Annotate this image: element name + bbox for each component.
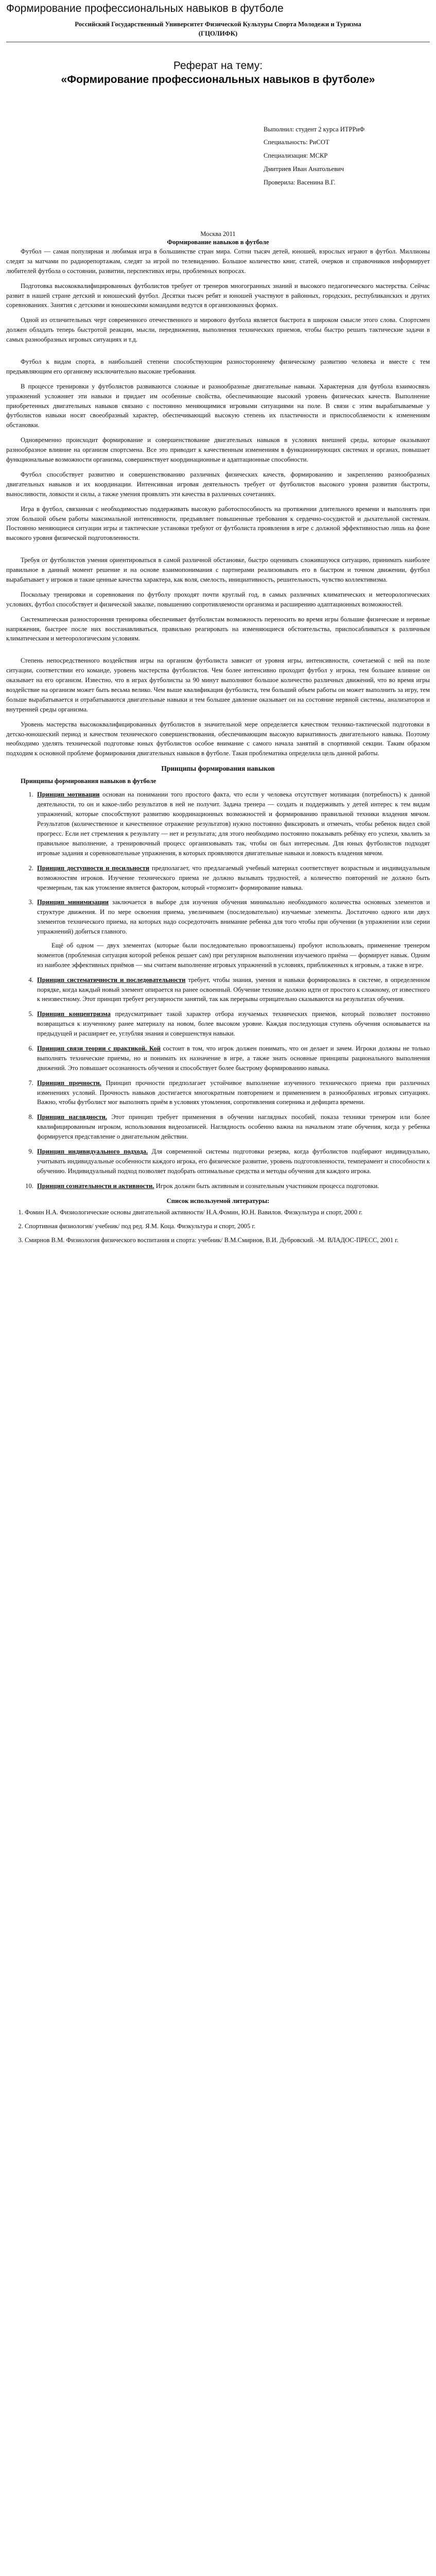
principle-text-extra: Ещё об одном — двух элементах (которые были последовательно провозглашены) пробуют использовать, применение тренером моментов (проблемная ситуация которой ребенок решает сам) при регулярном выполнении изучаемого приёма — формирует навык. Одним из наиболее эффективных приёмов — мы считаем выполнение игровых упражнений в условиях, приближенных к игровым, а также в игре. [37, 941, 430, 969]
references-list [6, 1208, 430, 1245]
body-paragraph: Систематическая разносторонняя тренировка обеспечивает футболистам возможность переносить во время игры большие физические и нервные напряжения, быстрее после них восстанавливаться, правильно реагировать на изменяющиеся обстоятельства, приспосабливаться к различным климатическим и метеорологическим условиям. [6, 615, 430, 642]
principle-name: Принцип систематичности и последовательности [37, 976, 186, 984]
principle-item [35, 1009, 430, 1039]
author-info-line: Дмитриев Иван Анатольевич [264, 165, 344, 173]
references-heading: Список используемой литературы: [166, 1197, 270, 1205]
principle-text: предусматривает такой характер отбора изучаемых технических приемов, который позволяет постоянно возвращаться к изученному ранее материалу на новом, более высоком уровне. Каждая последующая ступень обучения основывается на предыдущей и расширяет ее, углубляя знания и совершенствуя навыки. [37, 1010, 430, 1038]
principle-text: Для современной системы подготовки резерва, когда футболистов подбирают индивидуально, учитывать индивидуальные особенности каждого игрока, его физическое развитие, уровень подготовленности, темперамент и способности к обучению. Индивидуальный подход позволяет подобрать оптимальные средства и методы обучения для каждого игрока. [37, 1147, 430, 1175]
principle-item [35, 1078, 430, 1108]
body-paragraph: Одновременно происходит формирование и совершенствование двигательных навыков в условиях внешней среды, которые оказывают разнообразное влияние на организм спортсмена. Все это приводит к качественным изменениям в функционирующих системах и органах, повышает функциональные возможности организма, совершенствует координационные и адаптационные способности. [6, 436, 430, 464]
body-paragraph: Требуя от футболистов умения ориентироваться в самой различной обстановке, быстро оценивать сложившуюся ситуацию, принимать наиболее правильное в данный момент решение и на основе взаимопонимания с партнерами реализовывать его в быстром и точном движении, футбол вырабатывает у игроков и такие ценные качества характера, как воля, смелость, инициативность, решительность, чувство коллективизма. [6, 556, 430, 583]
principle-name: Принцип мотивации [37, 791, 100, 799]
body-paragraph: Игра в футбол, связанная с необходимостью поддерживать высокую работоспособность на протяжении длительного времени и выполнять при этом большой объем работы максимальной интенсивности, предъявляет повышенные требования к сердечно-сосудистой и дыхательной системам. Постоянно меняющиеся ситуации игры и тактические установки требуют от футболиста проявления в игре с должной эффективностью лишь на фоне высокого уровня физической подготовленности. [6, 505, 430, 542]
author-info-line: Специальность: РиСОТ [264, 139, 329, 146]
body-paragraph: Футбол — самая популярная и любимая игра в большинстве стран мира. Сотни тысяч детей, юношей, взрослых играют в футбол. Миллионы следят за матчами по радиорепортажам, следят за игрой по телевидению. Большое количество книг, статей, очерков и справочников информирует любителей футбола о состоянии, развитии, перспективах игры, проблемных вопросах. [6, 248, 430, 275]
principles-list [6, 790, 430, 1191]
author-info-block [264, 123, 430, 190]
body-paragraph: Футбол способствует развитию и совершенствованию различных физических качеств, формированию и закреплению разнообразных двигательных навыков и их координации. Интенсивная игровая деятельность требует от футболистов высокого уровня развития быстроты, выносливости, ловкости и силы, а также умения проявлять эти качества в различных сочетаниях. [6, 470, 430, 498]
body-paragraph: Уровень мастерства высококвалифицированных футболистов в значительной мере определяется качеством технико-тактической подготовки в детско-юношеский период и качеством технического совершенствования, обеспечивающим высокую вариативность двигательного навыка. Поэтому необходимо уделять технической подготовке юных футболистов особое внимание с самого начала занятий в спортивной секции. Таким образом подходим к основной проблеме формирования двигательных навыков в футболе. Такая проблематика определила цель данной работы. [6, 720, 430, 757]
principle-name: Принцип минимизации [37, 899, 109, 906]
reference-item: 2. Спортивная физиология/ учебник/ под ред. Я.М. Коца. Физкультура и спорт, 2005 г. [25, 1222, 430, 1231]
principle-text: Этот принцип требует применения в обучении наглядных пособий, показа техники тренером или более квалифицированным игроком, использования видеозаписей. Наглядность особенно важна на начальном этапе обучения, когда у ребенка формируется представление о двигательном действии. [37, 1113, 430, 1141]
body-paragraph: Футбол к видам спорта, в наибольшей степени способствующим разностороннему физическому развитию человека и вместе с тем предъявляющим его организму исключительно высокие требования. [6, 358, 430, 375]
principle-item [35, 1147, 430, 1176]
author-info-line: Выполнил: студент 2 курса ИТРРиФ [264, 125, 365, 133]
principle-text: Игрок должен быть активным и сознательным участником процесса подготовки. [154, 1182, 379, 1190]
principle-name: Принцип индивидуального подхода. [37, 1147, 148, 1155]
principle-name: Принцип концентризма [37, 1010, 111, 1018]
principle-text: основан на понимании того простого факта, что если у человека отсутствует мотивация (потребность) к данной деятельности, то он и какое-либо результатов в ней не получит. Задача тренера — создать и поддерживать у детей интерес к тем видам упражнений, которые способствуют развитию координационных возможностей и формированию правильной техники владения мячом. Результатов (количественное и качественное отражение результатов) нужно постоянно фиксировать и отмечать, чтобы ребенок видел свой прогресс. Если нет стремления к результату — нет и результата; для этого необходимо постоянно показывать ребёнку его успехи, хвалить за правильное выполнение, а тренировочный процесс организовывать так, чтобы он был интересным. Для юных футболистов подходят игровые задания и соревновательные упражнения, в которых проявляются двигательные навыки и ловкость владения мячом. [37, 791, 430, 857]
body-paragraph: Одной из отличительных черт современного отечественного и мирового футбола является быстрота в широком смысле этого слова. Спортсмен должен обладать теперь быстротой реакции, мысли, передвижения, выполнения технических приемов, чтобы быстро решать тактические задачи в самых разнообразных игровых ситуациях и т.д. [6, 316, 430, 344]
principle-item [35, 1181, 430, 1191]
essay-type: Реферат на тему: [173, 60, 263, 72]
principles-heading: Принципы формирования навыков [161, 765, 275, 773]
body-paragraph: Степень непосредственного воздействия игры на организм футболиста зависит от уровня игры, интенсивности, сочетаемой с ней на поле ситуации, соответствии его команде, уровень мастерства футболистов. Чем более интенсивно проходит футбол у игрока, тем большее влияние он оказывает на его организм. Известно, что в играх футболисты за 90 минут выполняют большое количество различных движений, что во время игры воздействие на организм может быть весьма велико. Чем выше квалификация футболиста, тем больший объем работы он может выполнить за игру, тем больше вырабатывается и отрабатываются двигательные навыки и тем большее давление оказывает он на состояние нервной системы, анализаторов и внутренней среды организма. [6, 657, 430, 713]
principle-item [35, 790, 430, 858]
reference-item: 1. Фомин Н.А. Физиологические основы двигательной активности/ Н.А.Фомин, Ю.Н. Вавилов. Физкультура и спорт, 2000 г. [25, 1208, 430, 1217]
principle-name: Принцип наглядности. [37, 1113, 108, 1121]
principle-name: Принцип связи теории с практикой. Кой [37, 1044, 161, 1052]
author-info-line: Проверила: Васенина В.Г. [264, 178, 336, 186]
body-paragraph: Подготовка высококвалифицированных футболистов требует от тренеров многогранных знаний и высокого педагогического мастерства. Сейчас развит в нашей стране детский и юношеский футбол. Десятки тысяч ребят и юношей участвуют в районных, городских, республиканских и других соревнованиях. Занятия с детскими и юношескими командами ведутся в организованных формах. [6, 282, 430, 309]
page-title: Формирование профессиональных навыков в футболе [6, 3, 284, 14]
city-year: Москва 2011 [200, 230, 236, 238]
section-heading: Формирование навыков в футболе [167, 239, 269, 246]
institution-abbr: (ГЦОЛИФК) [198, 30, 238, 38]
principle-item [35, 1112, 430, 1142]
essay-topic: «Формирование профессиональных навыков в футболе» [61, 74, 375, 86]
principle-item [35, 975, 430, 1005]
principle-item [35, 863, 430, 893]
principle-text: Принцип прочности предполагает устойчивое выполнение изученного технического приема при различных изменениях условий. Прочность навыков достигается многократным повторением и применением в разнообразных игровых ситуациях. Важно, чтобы футболист мог выполнять приём в условиях утомления, сопротивления соперника и дефицита времени. [37, 1079, 430, 1106]
principles-subheading: Принципы формирования навыков в футболе [21, 777, 156, 785]
body-paragraph: В процессе тренировки у футболистов развиваются сложные и разнообразные двигательные навыки. Характерная для футбола взаимосвязь упражнений усложняет эти навыки и придает им особенные свойства, обеспечивающие высокий уровень физических качеств. Выполнение приобретенных двигательных навыков связано с постоянно меняющимися игровыми ситуациями на поле. В связи с этим вырабатываемые у футболистов навыки носят своеобразный характер, обеспечивающий высокую степень их пластичности и приспособляемости к изменениям обстановки. [6, 382, 430, 429]
reference-item: 3. Смирнов В.М. Физиология физического воспитания и спорта: учебник/ В.М.Смирнов, В.И. Дубровский. -М. ВЛАДОС-ПРЕСС, 2001 г. [25, 1235, 430, 1245]
author-info-line: Специализация: МСКР [264, 152, 328, 160]
principle-name: Принцип сознательности и активности. [37, 1182, 154, 1190]
principle-text: предполагает, что предлагаемый учебный материал соответствует возрастным и индивидуальным возможностям игроков. Изучение технического приема не должно вызывать трудностей, а количество повторений не должно быть чрезмерным, так как утомление является фактором, который «тормозит» формирование навыка. [37, 864, 430, 891]
principle-item [35, 1044, 430, 1073]
principle-name: Принцип прочности. [37, 1079, 101, 1087]
principle-item [35, 897, 430, 970]
principle-text: заключается в выборе для изучения обучения минимально необходимого количества основных элементов и структуре движения. И по мере освоения приема, увеличиваем (последовательно) изучаемые элементы. Достаточно одного или двух элементов технического приема, на которых надо сосредоточить внимание ребенка для того чтобы при обучении (в упражнении или серии упражнений) добиться главного. [37, 899, 430, 936]
institution-name: Российский Государственный Университет Физической Культуры Спорта Молодежи и Туризма [75, 21, 361, 28]
principle-text: требует, чтобы знания, умения и навыки формировались в системе, в определенном порядке, когда каждый новый элемент опирается на ранее освоенный. Обучение технике должно идти от простого к сложному, от известного к неизвестному. Этот принцип требует регулярности занятий, так как перерывы отрицательно сказываются на результатах обучения. [37, 976, 430, 1003]
principle-text: состоит в том, что игрок должен понимать, что он делает и зачем. Игроки должны не только выполнять технические приемы, но и понимать их назначение в игре, а также знать основные принципы рационального выполнения движений. Это повышает осознанность обучения и способствует более быстрому формированию навыка. [37, 1044, 430, 1072]
body-paragraph: Поскольку тренировки и соревнования по футболу проходят почти круглый год, в самых различных климатических и метеорологических условиях, футбол способствует и физической закалке, повышению сопротивляемости организма и расширению адаптационных возможностей. [6, 590, 430, 608]
principle-name: Принцип доступности и посильности [37, 864, 150, 872]
